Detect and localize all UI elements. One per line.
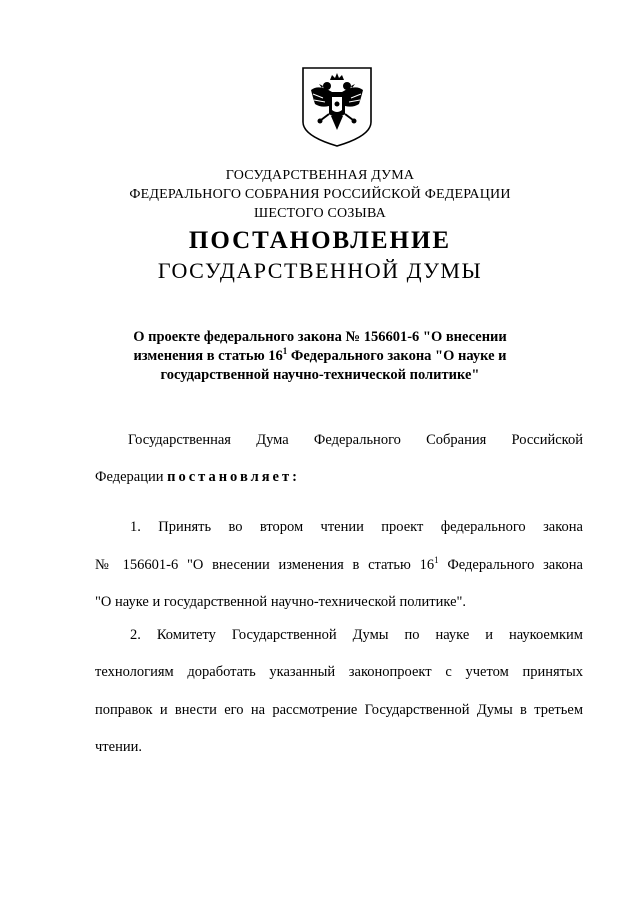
item-1-superscript: 1 <box>434 555 439 566</box>
heading-line-2 <box>0 347 640 366</box>
heading-line-2-end: Федерального закона "О науке и <box>287 348 507 364</box>
item-1-paragraph <box>95 517 583 612</box>
issuer-line-2: ФЕДЕРАЛЬНОГО СОБРАНИЯ РОССИЙСКОЙ ФЕДЕРАЦИИ <box>129 187 511 202</box>
issuer-block <box>0 166 640 223</box>
preamble-paragraph <box>95 430 583 487</box>
item-2-line-2: технологиям доработать указанный законопроект с учетом принятых <box>95 664 583 680</box>
preamble-line-2 <box>95 467 583 487</box>
item-2-line-3: поправок и внести его на рассмотрение Государственной Думы в третьем <box>95 702 583 718</box>
item-1-line-1: 1. Принять во втором чтении проект федерального закона <box>130 519 583 535</box>
item-1-line-2 <box>95 555 583 575</box>
issuer-line-3: ШЕСТОГО СОЗЫВА <box>254 206 386 221</box>
item-2-paragraph <box>95 625 583 757</box>
item-1-line-2-start: № 156601-6 "О внесении изменения в статью 16 <box>95 557 435 573</box>
coat-of-arms-russia-icon <box>299 64 375 148</box>
document-type-subtitle: ГОСУДАРСТВЕННОЙ ДУМЫ <box>157 258 483 283</box>
issuer-line-1: ГОСУДАРСТВЕННАЯ ДУМА <box>225 168 415 183</box>
item-1-line-3: "О науке и государственной научно-технической политике". <box>95 594 467 610</box>
item-2-line-1: 2. Комитету Государственной Думы по науке и наукоемким <box>130 627 583 643</box>
decrees-word: постановляет: <box>167 469 300 485</box>
item-2-line-4: чтении. <box>95 739 142 755</box>
document-type-title: ПОСТАНОВЛЕНИЕ <box>188 227 452 254</box>
heading-line-1: О проекте федерального закона № 156601-6 "О внесении <box>133 329 507 345</box>
heading-line-2-start: изменения в статью 16 <box>133 348 283 364</box>
preamble-line-1: Государственная Дума Федерального Собрания Российской <box>128 432 583 448</box>
item-1-line-2-end: Федерального закона <box>438 557 583 573</box>
heading-line-3: государственной научно-технической политике" <box>160 367 480 383</box>
preamble-line-2-start: Федерации <box>95 469 168 485</box>
resolution-heading <box>0 328 640 385</box>
article-superscript: 1 <box>282 346 288 357</box>
